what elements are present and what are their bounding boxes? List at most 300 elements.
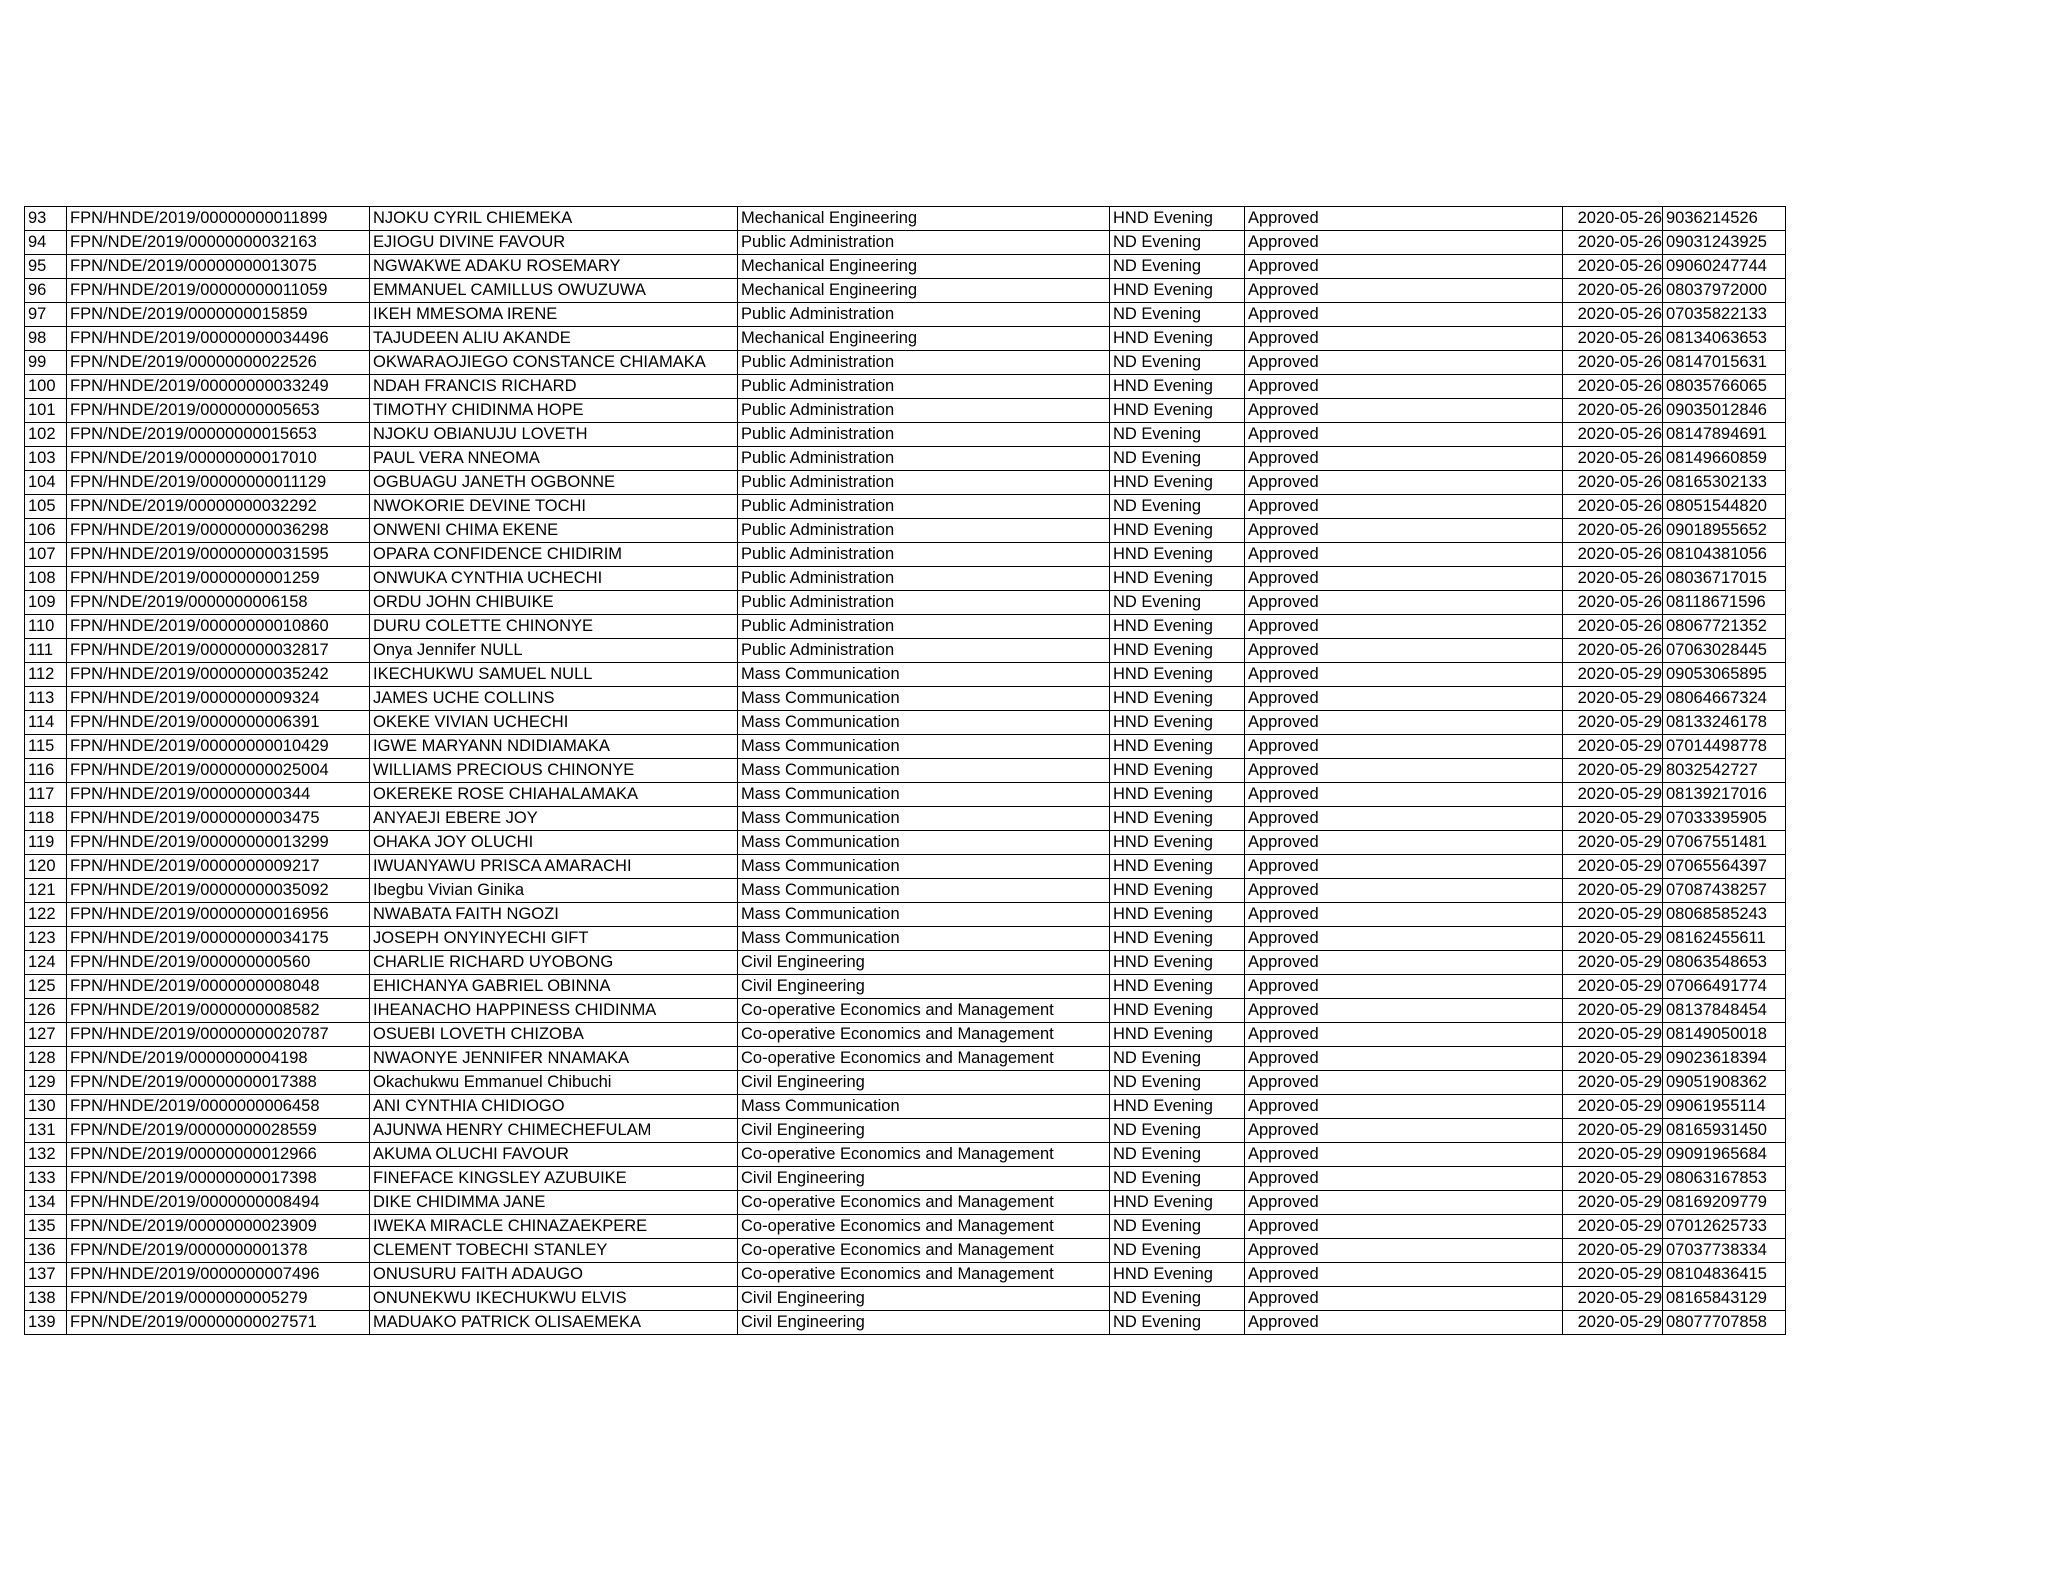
student-name-cell: ONUNEKWU IKECHUKWU ELVIS: [370, 1287, 738, 1311]
programme-cell: HND Evening: [1110, 375, 1245, 399]
serial-number-cell: 132: [25, 1143, 67, 1167]
department-cell: Mass Communication: [738, 807, 1110, 831]
phone-number-cell: 07063028445: [1663, 639, 1786, 663]
department-cell: Public Administration: [738, 231, 1110, 255]
application-number-cell: FPN/HNDE/2019/0000000003475: [67, 807, 370, 831]
date-cell: 2020-05-26: [1563, 231, 1663, 255]
date-cell: 2020-05-29: [1563, 735, 1663, 759]
application-number-cell: FPN/NDE/2019/00000000012966: [67, 1143, 370, 1167]
serial-number-cell: 104: [25, 471, 67, 495]
table-row: [25, 423, 1786, 447]
application-number-cell: FPN/NDE/2019/0000000001378: [67, 1239, 370, 1263]
programme-cell: HND Evening: [1110, 639, 1245, 663]
table-row: [25, 375, 1786, 399]
date-cell: 2020-05-26: [1563, 423, 1663, 447]
application-number-cell: FPN/NDE/2019/00000000032292: [67, 495, 370, 519]
phone-number-cell: 9036214526: [1663, 207, 1786, 231]
serial-number-cell: 128: [25, 1047, 67, 1071]
application-number-cell: FPN/HNDE/2019/0000000005653: [67, 399, 370, 423]
department-cell: Mechanical Engineering: [738, 279, 1110, 303]
student-name-cell: IKEH MMESOMA IRENE: [370, 303, 738, 327]
student-name-cell: OSUEBI LOVETH CHIZOBA: [370, 1023, 738, 1047]
table-row: [25, 615, 1786, 639]
serial-number-cell: 106: [25, 519, 67, 543]
department-cell: Mass Communication: [738, 879, 1110, 903]
status-cell: Approved: [1245, 999, 1563, 1023]
serial-number-cell: 111: [25, 639, 67, 663]
programme-cell: HND Evening: [1110, 999, 1245, 1023]
department-cell: Mass Communication: [738, 927, 1110, 951]
student-name-cell: NGWAKWE ADAKU ROSEMARY: [370, 255, 738, 279]
phone-number-cell: 09035012846: [1663, 399, 1786, 423]
serial-number-cell: 97: [25, 303, 67, 327]
student-name-cell: EHICHANYA GABRIEL OBINNA: [370, 975, 738, 999]
serial-number-cell: 103: [25, 447, 67, 471]
programme-cell: HND Evening: [1110, 951, 1245, 975]
status-cell: Approved: [1245, 375, 1563, 399]
table-row: [25, 879, 1786, 903]
serial-number-cell: 139: [25, 1311, 67, 1335]
department-cell: Public Administration: [738, 567, 1110, 591]
application-number-cell: FPN/HNDE/2019/00000000010429: [67, 735, 370, 759]
programme-cell: HND Evening: [1110, 855, 1245, 879]
date-cell: 2020-05-29: [1563, 1215, 1663, 1239]
serial-number-cell: 120: [25, 855, 67, 879]
date-cell: 2020-05-29: [1563, 1239, 1663, 1263]
table-row: [25, 711, 1786, 735]
date-cell: 2020-05-29: [1563, 1287, 1663, 1311]
programme-cell: ND Evening: [1110, 1119, 1245, 1143]
application-number-cell: FPN/HNDE/2019/00000000034496: [67, 327, 370, 351]
date-cell: 2020-05-29: [1563, 1263, 1663, 1287]
phone-number-cell: 07065564397: [1663, 855, 1786, 879]
table-row: [25, 975, 1786, 999]
date-cell: 2020-05-29: [1563, 1095, 1663, 1119]
programme-cell: ND Evening: [1110, 495, 1245, 519]
table-row: [25, 351, 1786, 375]
department-cell: Mass Communication: [738, 1095, 1110, 1119]
department-cell: Public Administration: [738, 495, 1110, 519]
programme-cell: ND Evening: [1110, 1143, 1245, 1167]
serial-number-cell: 130: [25, 1095, 67, 1119]
table-row: [25, 783, 1786, 807]
phone-number-cell: 07035822133: [1663, 303, 1786, 327]
application-number-cell: FPN/HNDE/2019/0000000009217: [67, 855, 370, 879]
department-cell: Public Administration: [738, 303, 1110, 327]
serial-number-cell: 100: [25, 375, 67, 399]
department-cell: Co-operative Economics and Management: [738, 1191, 1110, 1215]
status-cell: Approved: [1245, 1191, 1563, 1215]
department-cell: Public Administration: [738, 447, 1110, 471]
programme-cell: HND Evening: [1110, 399, 1245, 423]
phone-number-cell: 09061955114: [1663, 1095, 1786, 1119]
phone-number-cell: 09031243925: [1663, 231, 1786, 255]
department-cell: Public Administration: [738, 423, 1110, 447]
serial-number-cell: 127: [25, 1023, 67, 1047]
application-number-cell: FPN/NDE/2019/00000000017398: [67, 1167, 370, 1191]
table-row: [25, 831, 1786, 855]
serial-number-cell: 109: [25, 591, 67, 615]
department-cell: Public Administration: [738, 543, 1110, 567]
application-number-cell: FPN/HNDE/2019/00000000032817: [67, 639, 370, 663]
phone-number-cell: 09091965684: [1663, 1143, 1786, 1167]
student-name-cell: NJOKU CYRIL CHIEMEKA: [370, 207, 738, 231]
programme-cell: HND Evening: [1110, 567, 1245, 591]
table-row: [25, 447, 1786, 471]
department-cell: Public Administration: [738, 591, 1110, 615]
table-row: [25, 1023, 1786, 1047]
phone-number-cell: 09053065895: [1663, 663, 1786, 687]
programme-cell: ND Evening: [1110, 1311, 1245, 1335]
table-row: [25, 735, 1786, 759]
programme-cell: ND Evening: [1110, 1071, 1245, 1095]
department-cell: Civil Engineering: [738, 975, 1110, 999]
application-number-cell: FPN/HNDE/2019/00000000035242: [67, 663, 370, 687]
table-row: [25, 303, 1786, 327]
student-name-cell: DIKE CHIDIMMA JANE: [370, 1191, 738, 1215]
application-number-cell: FPN/NDE/2019/00000000028559: [67, 1119, 370, 1143]
table-row: [25, 255, 1786, 279]
table-row: [25, 1287, 1786, 1311]
programme-cell: HND Evening: [1110, 279, 1245, 303]
department-cell: Co-operative Economics and Management: [738, 1215, 1110, 1239]
department-cell: Mass Communication: [738, 663, 1110, 687]
date-cell: 2020-05-29: [1563, 1191, 1663, 1215]
department-cell: Public Administration: [738, 351, 1110, 375]
status-cell: Approved: [1245, 639, 1563, 663]
application-number-cell: FPN/HNDE/2019/00000000016956: [67, 903, 370, 927]
phone-number-cell: 09060247744: [1663, 255, 1786, 279]
status-cell: Approved: [1245, 735, 1563, 759]
status-cell: Approved: [1245, 759, 1563, 783]
application-number-cell: FPN/NDE/2019/00000000017388: [67, 1071, 370, 1095]
serial-number-cell: 102: [25, 423, 67, 447]
phone-number-cell: 08165843129: [1663, 1287, 1786, 1311]
serial-number-cell: 126: [25, 999, 67, 1023]
table-row: [25, 1215, 1786, 1239]
department-cell: Civil Engineering: [738, 1287, 1110, 1311]
programme-cell: HND Evening: [1110, 687, 1245, 711]
status-cell: Approved: [1245, 1095, 1563, 1119]
application-number-cell: FPN/NDE/2019/0000000005279: [67, 1287, 370, 1311]
department-cell: Public Administration: [738, 519, 1110, 543]
student-name-cell: EJIOGU DIVINE FAVOUR: [370, 231, 738, 255]
application-number-cell: FPN/HNDE/2019/00000000031595: [67, 543, 370, 567]
serial-number-cell: 115: [25, 735, 67, 759]
phone-number-cell: 09018955652: [1663, 519, 1786, 543]
student-name-cell: Ibegbu Vivian Ginika: [370, 879, 738, 903]
student-name-cell: MADUAKO PATRICK OLISAEMEKA: [370, 1311, 738, 1335]
status-cell: Approved: [1245, 855, 1563, 879]
programme-cell: ND Evening: [1110, 591, 1245, 615]
status-cell: Approved: [1245, 663, 1563, 687]
status-cell: Approved: [1245, 975, 1563, 999]
date-cell: 2020-05-29: [1563, 783, 1663, 807]
phone-number-cell: 08051544820: [1663, 495, 1786, 519]
status-cell: Approved: [1245, 351, 1563, 375]
table-row: [25, 807, 1786, 831]
status-cell: Approved: [1245, 879, 1563, 903]
application-number-cell: FPN/HNDE/2019/0000000006458: [67, 1095, 370, 1119]
programme-cell: HND Evening: [1110, 975, 1245, 999]
programme-cell: ND Evening: [1110, 231, 1245, 255]
programme-cell: HND Evening: [1110, 807, 1245, 831]
programme-cell: ND Evening: [1110, 447, 1245, 471]
serial-number-cell: 110: [25, 615, 67, 639]
phone-number-cell: 08162455611: [1663, 927, 1786, 951]
student-name-cell: OGBUAGU JANETH OGBONNE: [370, 471, 738, 495]
status-cell: Approved: [1245, 255, 1563, 279]
programme-cell: HND Evening: [1110, 711, 1245, 735]
table-row: [25, 1071, 1786, 1095]
department-cell: Civil Engineering: [738, 951, 1110, 975]
table-row: [25, 663, 1786, 687]
status-cell: Approved: [1245, 1287, 1563, 1311]
phone-number-cell: 08134063653: [1663, 327, 1786, 351]
student-name-cell: NWAONYE JENNIFER NNAMAKA: [370, 1047, 738, 1071]
table-row: [25, 687, 1786, 711]
student-name-cell: NWOKORIE DEVINE TOCHI: [370, 495, 738, 519]
status-cell: Approved: [1245, 543, 1563, 567]
status-cell: Approved: [1245, 1311, 1563, 1335]
table-row: [25, 639, 1786, 663]
date-cell: 2020-05-29: [1563, 975, 1663, 999]
status-cell: Approved: [1245, 303, 1563, 327]
programme-cell: HND Evening: [1110, 1095, 1245, 1119]
table-row: [25, 927, 1786, 951]
serial-number-cell: 133: [25, 1167, 67, 1191]
phone-number-cell: 07067551481: [1663, 831, 1786, 855]
status-cell: Approved: [1245, 831, 1563, 855]
student-name-cell: AJUNWA HENRY CHIMECHEFULAM: [370, 1119, 738, 1143]
serial-number-cell: 118: [25, 807, 67, 831]
student-name-cell: IKECHUKWU SAMUEL NULL: [370, 663, 738, 687]
table-row: [25, 495, 1786, 519]
serial-number-cell: 94: [25, 231, 67, 255]
date-cell: 2020-05-29: [1563, 879, 1663, 903]
table-row: [25, 543, 1786, 567]
date-cell: 2020-05-29: [1563, 999, 1663, 1023]
phone-number-cell: 08147015631: [1663, 351, 1786, 375]
table-row: [25, 1191, 1786, 1215]
table-row: [25, 567, 1786, 591]
phone-number-cell: 08147894691: [1663, 423, 1786, 447]
date-cell: 2020-05-26: [1563, 447, 1663, 471]
student-name-cell: PAUL VERA NNEOMA: [370, 447, 738, 471]
student-name-cell: NJOKU OBIANUJU LOVETH: [370, 423, 738, 447]
status-cell: Approved: [1245, 903, 1563, 927]
serial-number-cell: 119: [25, 831, 67, 855]
phone-number-cell: 08104381056: [1663, 543, 1786, 567]
phone-number-cell: 08037972000: [1663, 279, 1786, 303]
student-name-cell: JOSEPH ONYINYECHI GIFT: [370, 927, 738, 951]
phone-number-cell: 08035766065: [1663, 375, 1786, 399]
serial-number-cell: 129: [25, 1071, 67, 1095]
application-number-cell: FPN/NDE/2019/00000000015653: [67, 423, 370, 447]
programme-cell: ND Evening: [1110, 1167, 1245, 1191]
phone-number-cell: 08149660859: [1663, 447, 1786, 471]
application-number-cell: FPN/HNDE/2019/000000000344: [67, 783, 370, 807]
programme-cell: ND Evening: [1110, 423, 1245, 447]
application-number-cell: FPN/HNDE/2019/000000000560: [67, 951, 370, 975]
date-cell: 2020-05-26: [1563, 375, 1663, 399]
admission-list-table: [24, 206, 1786, 1335]
programme-cell: HND Evening: [1110, 879, 1245, 903]
student-name-cell: IHEANACHO HAPPINESS CHIDINMA: [370, 999, 738, 1023]
programme-cell: HND Evening: [1110, 471, 1245, 495]
serial-number-cell: 138: [25, 1287, 67, 1311]
student-name-cell: NDAH FRANCIS RICHARD: [370, 375, 738, 399]
application-number-cell: FPN/HNDE/2019/00000000034175: [67, 927, 370, 951]
application-number-cell: FPN/HNDE/2019/00000000010860: [67, 615, 370, 639]
date-cell: 2020-05-26: [1563, 471, 1663, 495]
status-cell: Approved: [1245, 567, 1563, 591]
application-number-cell: FPN/HNDE/2019/0000000007496: [67, 1263, 370, 1287]
application-number-cell: FPN/NDE/2019/0000000015859: [67, 303, 370, 327]
student-name-cell: TIMOTHY CHIDINMA HOPE: [370, 399, 738, 423]
application-number-cell: FPN/HNDE/2019/00000000011059: [67, 279, 370, 303]
student-name-cell: EMMANUEL CAMILLUS OWUZUWA: [370, 279, 738, 303]
table-row: [25, 279, 1786, 303]
application-number-cell: FPN/HNDE/2019/0000000006391: [67, 711, 370, 735]
serial-number-cell: 131: [25, 1119, 67, 1143]
application-number-cell: FPN/HNDE/2019/00000000020787: [67, 1023, 370, 1047]
serial-number-cell: 113: [25, 687, 67, 711]
date-cell: 2020-05-26: [1563, 519, 1663, 543]
department-cell: Mass Communication: [738, 687, 1110, 711]
department-cell: Public Administration: [738, 639, 1110, 663]
serial-number-cell: 108: [25, 567, 67, 591]
phone-number-cell: 08063548653: [1663, 951, 1786, 975]
department-cell: Civil Engineering: [738, 1311, 1110, 1335]
status-cell: Approved: [1245, 1023, 1563, 1047]
date-cell: 2020-05-26: [1563, 591, 1663, 615]
serial-number-cell: 112: [25, 663, 67, 687]
student-name-cell: CLEMENT TOBECHI STANLEY: [370, 1239, 738, 1263]
serial-number-cell: 135: [25, 1215, 67, 1239]
table-row: [25, 1167, 1786, 1191]
serial-number-cell: 93: [25, 207, 67, 231]
table-body: [25, 207, 1786, 1335]
department-cell: Co-operative Economics and Management: [738, 1143, 1110, 1167]
department-cell: Mass Communication: [738, 855, 1110, 879]
serial-number-cell: 116: [25, 759, 67, 783]
application-number-cell: FPN/HNDE/2019/00000000013299: [67, 831, 370, 855]
phone-number-cell: 8032542727: [1663, 759, 1786, 783]
department-cell: Mass Communication: [738, 711, 1110, 735]
programme-cell: ND Evening: [1110, 1239, 1245, 1263]
department-cell: Civil Engineering: [738, 1119, 1110, 1143]
table-row: [25, 471, 1786, 495]
date-cell: 2020-05-26: [1563, 303, 1663, 327]
programme-cell: ND Evening: [1110, 303, 1245, 327]
date-cell: 2020-05-26: [1563, 615, 1663, 639]
date-cell: 2020-05-29: [1563, 663, 1663, 687]
status-cell: Approved: [1245, 951, 1563, 975]
status-cell: Approved: [1245, 495, 1563, 519]
table-row: [25, 1311, 1786, 1335]
student-name-cell: OKEREKE ROSE CHIAHALAMAKA: [370, 783, 738, 807]
programme-cell: HND Evening: [1110, 327, 1245, 351]
table-row: [25, 399, 1786, 423]
date-cell: 2020-05-29: [1563, 903, 1663, 927]
serial-number-cell: 123: [25, 927, 67, 951]
date-cell: 2020-05-29: [1563, 927, 1663, 951]
department-cell: Mass Communication: [738, 735, 1110, 759]
serial-number-cell: 114: [25, 711, 67, 735]
application-number-cell: FPN/HNDE/2019/0000000008048: [67, 975, 370, 999]
date-cell: 2020-05-29: [1563, 1047, 1663, 1071]
student-name-cell: ONWUKA CYNTHIA UCHECHI: [370, 567, 738, 591]
status-cell: Approved: [1245, 471, 1563, 495]
date-cell: 2020-05-29: [1563, 855, 1663, 879]
phone-number-cell: 08068585243: [1663, 903, 1786, 927]
programme-cell: HND Evening: [1110, 543, 1245, 567]
department-cell: Mechanical Engineering: [738, 255, 1110, 279]
application-number-cell: FPN/HNDE/2019/00000000025004: [67, 759, 370, 783]
table-row: [25, 951, 1786, 975]
status-cell: Approved: [1245, 1239, 1563, 1263]
date-cell: 2020-05-26: [1563, 351, 1663, 375]
student-name-cell: JAMES UCHE COLLINS: [370, 687, 738, 711]
status-cell: Approved: [1245, 1215, 1563, 1239]
programme-cell: ND Evening: [1110, 351, 1245, 375]
table-row: [25, 855, 1786, 879]
status-cell: Approved: [1245, 687, 1563, 711]
phone-number-cell: 08064667324: [1663, 687, 1786, 711]
date-cell: 2020-05-26: [1563, 543, 1663, 567]
serial-number-cell: 125: [25, 975, 67, 999]
application-number-cell: FPN/HNDE/2019/0000000008582: [67, 999, 370, 1023]
date-cell: 2020-05-29: [1563, 1167, 1663, 1191]
status-cell: Approved: [1245, 231, 1563, 255]
table-row: [25, 903, 1786, 927]
date-cell: 2020-05-26: [1563, 255, 1663, 279]
phone-number-cell: 07037738334: [1663, 1239, 1786, 1263]
application-number-cell: FPN/HNDE/2019/00000000011129: [67, 471, 370, 495]
programme-cell: HND Evening: [1110, 1263, 1245, 1287]
programme-cell: ND Evening: [1110, 1287, 1245, 1311]
student-name-cell: OKWARAOJIEGO CONSTANCE CHIAMAKA: [370, 351, 738, 375]
date-cell: 2020-05-29: [1563, 1023, 1663, 1047]
programme-cell: HND Evening: [1110, 735, 1245, 759]
serial-number-cell: 137: [25, 1263, 67, 1287]
serial-number-cell: 117: [25, 783, 67, 807]
department-cell: Public Administration: [738, 399, 1110, 423]
serial-number-cell: 134: [25, 1191, 67, 1215]
date-cell: 2020-05-29: [1563, 711, 1663, 735]
student-name-cell: ONWENI CHIMA EKENE: [370, 519, 738, 543]
phone-number-cell: 08137848454: [1663, 999, 1786, 1023]
table-row: [25, 1239, 1786, 1263]
status-cell: Approved: [1245, 711, 1563, 735]
table-row: [25, 1119, 1786, 1143]
table-row: [25, 759, 1786, 783]
phone-number-cell: 08165302133: [1663, 471, 1786, 495]
application-number-cell: FPN/NDE/2019/00000000027571: [67, 1311, 370, 1335]
status-cell: Approved: [1245, 1071, 1563, 1095]
status-cell: Approved: [1245, 327, 1563, 351]
department-cell: Mass Communication: [738, 903, 1110, 927]
phone-number-cell: 08118671596: [1663, 591, 1786, 615]
student-name-cell: DURU COLETTE CHINONYE: [370, 615, 738, 639]
student-name-cell: FINEFACE KINGSLEY AZUBUIKE: [370, 1167, 738, 1191]
programme-cell: HND Evening: [1110, 519, 1245, 543]
student-name-cell: AKUMA OLUCHI FAVOUR: [370, 1143, 738, 1167]
department-cell: Public Administration: [738, 375, 1110, 399]
phone-number-cell: 07066491774: [1663, 975, 1786, 999]
phone-number-cell: 08036717015: [1663, 567, 1786, 591]
